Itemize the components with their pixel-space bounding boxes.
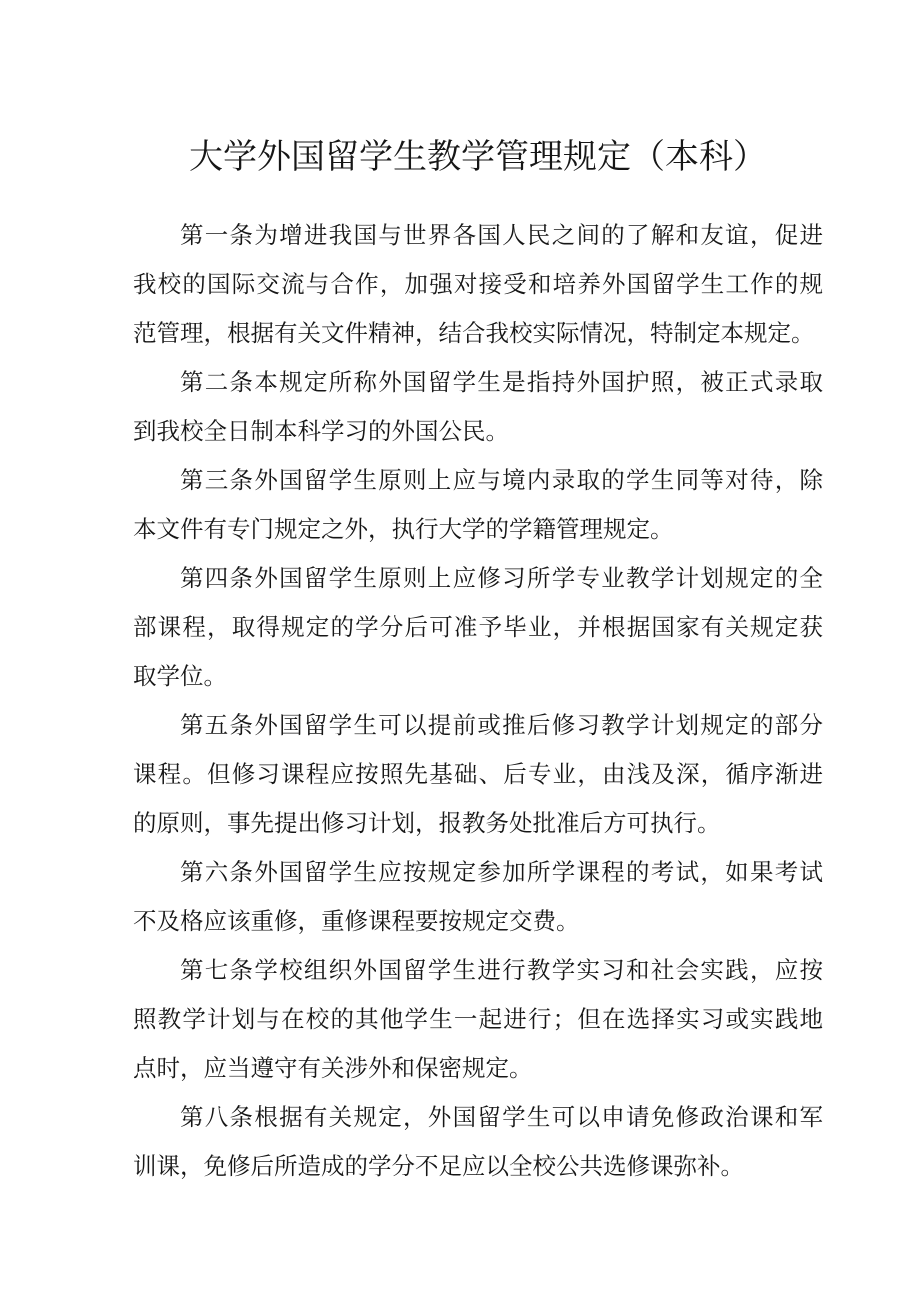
text-line: 到我校全日制本科学习的外国公民。	[133, 419, 509, 445]
text-line: 训课，免修后所造成的学分不足应以全校公共选修课弥补。	[133, 1154, 744, 1180]
text-line: 点时，应当遵守有关涉外和保密规定。	[133, 1056, 533, 1082]
text-line: 部课程，取得规定的学分后可准予毕业，并根据国家有关规定获	[133, 615, 823, 641]
document-title: 大学外国留学生教学管理规定（本科）	[189, 139, 767, 176]
text-line: 我校的国际交流与合作，加强对接受和培养外国留学生工作的规	[133, 272, 823, 298]
article-3	[133, 457, 823, 555]
text-line: 第四条外国留学生原则上应修习所学专业教学计划规定的全	[180, 566, 823, 592]
text-line: 取学位。	[133, 664, 227, 690]
text-line: 照教学计划与在校的其他学生一起进行；但在选择实习或实践地	[133, 1007, 823, 1033]
text-line: 第八条根据有关规定，外国留学生可以申请免修政治课和军	[180, 1105, 823, 1131]
text-line: 第五条外国留学生可以提前或推后修习教学计划规定的部分	[180, 713, 823, 739]
article-7	[133, 947, 823, 1094]
text-line: 的原则，事先提出修习计划，报教务处批准后方可执行。	[133, 811, 721, 837]
text-line: 范管理，根据有关文件精神，结合我校实际情况，特制定本规定。	[133, 321, 815, 347]
text-line: 本文件有专门规定之外，执行大学的学籍管理规定。	[133, 517, 674, 543]
text-line: 第三条外国留学生原则上应与境内录取的学生同等对待，除	[180, 468, 823, 494]
article-1	[133, 212, 823, 359]
text-line: 第一条为增进我国与世界各国人民之间的了解和友谊，促进	[180, 223, 823, 249]
article-6	[133, 849, 823, 947]
text-line: 不及格应该重修，重修课程要按规定交费。	[133, 909, 580, 935]
article-4	[133, 555, 823, 702]
article-2	[133, 359, 823, 457]
article-8	[133, 1094, 823, 1192]
text-line: 第二条本规定所称外国留学生是指持外国护照，被正式录取	[180, 370, 823, 396]
article-5	[133, 702, 823, 849]
text-line: 第七条学校组织外国留学生进行教学实习和社会实践，应按	[180, 958, 823, 984]
text-line: 课程。但修习课程应按照先基础、后专业，由浅及深，循序渐进	[133, 762, 823, 788]
document-body	[133, 212, 823, 1192]
text-line: 第六条外国留学生应按规定参加所学课程的考试，如果考试	[180, 860, 823, 886]
